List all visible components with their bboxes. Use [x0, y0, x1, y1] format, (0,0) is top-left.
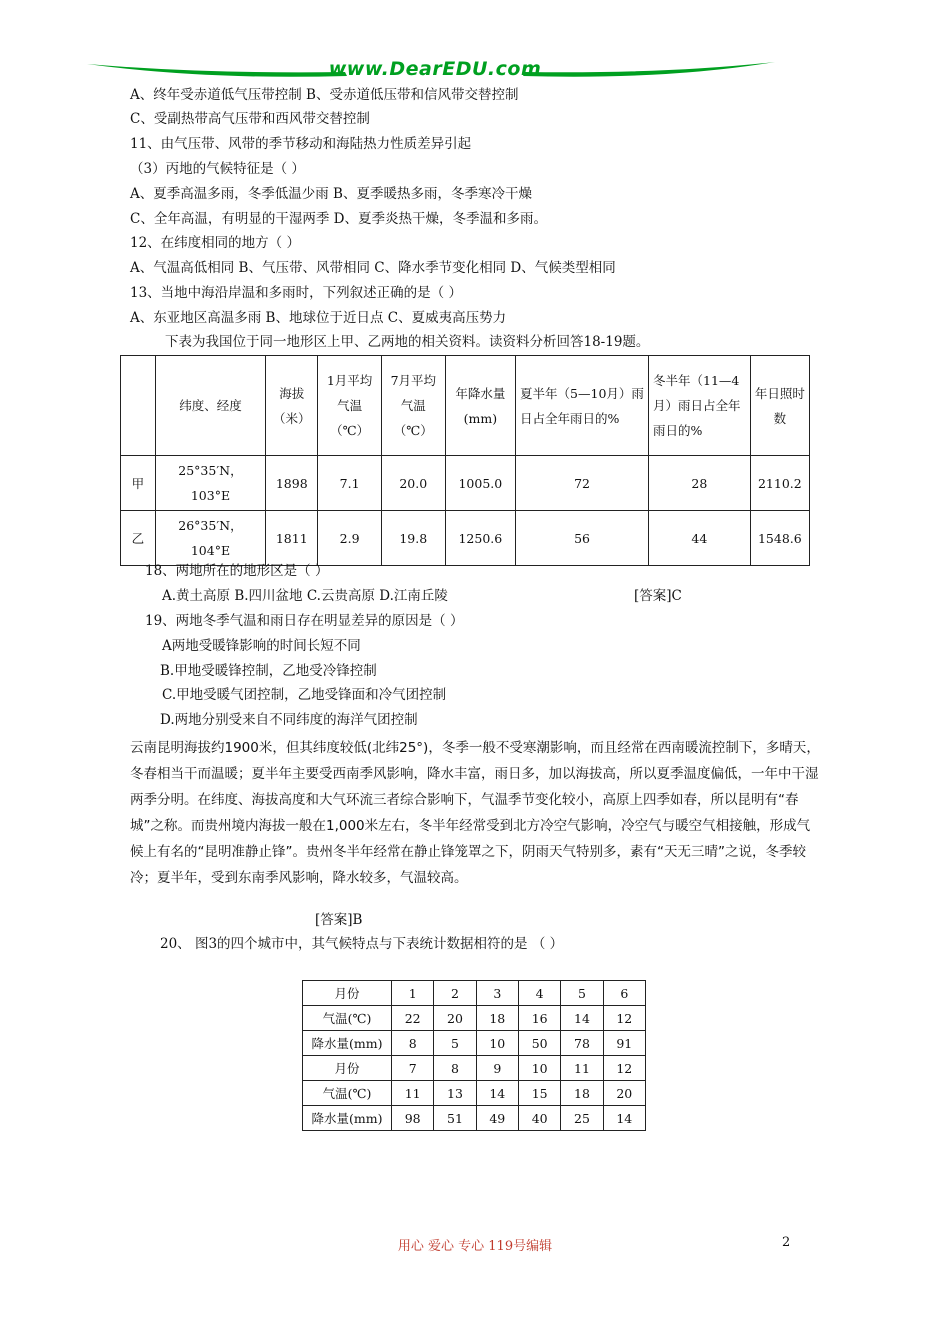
- table-cell: 14: [476, 1081, 518, 1106]
- table-cell: 8: [392, 1031, 434, 1056]
- table-cell: 18: [561, 1081, 603, 1106]
- row-label: 月份: [303, 981, 392, 1006]
- header-cell: 海拔（米）: [266, 356, 318, 456]
- header-cell: 7月平均气温（℃）: [381, 356, 445, 456]
- row-label: 甲: [121, 456, 156, 511]
- q13-options: A、东亚地区高温多雨 B、地球位于近日点 C、夏威夷高压势力: [130, 310, 507, 326]
- table-cell: 2110.2: [750, 456, 809, 511]
- q11-line: 11、由气压带、风带的季节移动和海陆热力性质差异引起: [130, 136, 472, 152]
- page-number: 2: [782, 1235, 791, 1250]
- table-cell: 1811: [266, 511, 318, 566]
- table-row: [303, 1031, 646, 1056]
- q19-option-c: C.甲地受暖气团控制，乙地受锋面和冷气团控制: [162, 687, 447, 703]
- header-cell: [121, 356, 156, 456]
- q10-option-c: C、受副热带高气压带和西风带交替控制: [130, 111, 370, 127]
- table-cell: 1548.6: [750, 511, 809, 566]
- table-cell: 3: [476, 981, 518, 1006]
- explanation-paragraph: 云南昆明海拔约1900米，但其纬度较低(北纬25°)，冬季一般不受寒潮影响，而且经常在西南暖流控制下，多晴天，冬春相当干而温暖；夏半年主要受西南季风影响，降水丰富，雨日多，加以海拔高，所以夏季温度偏低，一年中干湿两季分明。在纬度、海拔高度和大气环流三者综合影响下，气温季节变化较小，高原上四季如春，所以昆明有“春城”之称。而贵州境内海拔一般在1,000米左右，冬半年经常受到北方冷空气影响，冷空气与暖空气相接触，形成气候上有名的“昆明准静止锋”。贵州冬半年经常在静止锋笼罩之下，阴雨天气特别多，素有“天无三晴”之说，冬季较冷；夏半年，受到东南季风影响，降水较多，气温较高。: [130, 740, 820, 886]
- table-cell: 18: [476, 1006, 518, 1031]
- header-cell: 夏半年（5—10月）雨日占全年雨日的%: [516, 356, 649, 456]
- table-cell: 5: [434, 1031, 476, 1056]
- climate-data-table: [120, 355, 810, 566]
- table-cell: 49: [476, 1106, 518, 1131]
- table-intro: 下表为我国位于同一地形区上甲、乙两地的相关资料。读资料分析回答18-19题。: [165, 334, 650, 350]
- q3-options-ab: A、夏季高温多雨，冬季低温少雨 B、夏季暖热多雨，冬季寒冷干燥: [130, 186, 532, 202]
- site-header-banner: [85, 56, 785, 86]
- q12-stem: 12、在纬度相同的地方（ ）: [130, 235, 300, 251]
- q19-answer: [答案]B: [315, 912, 363, 928]
- header-cell: 冬半年（11—4月）雨日占全年雨日的%: [649, 356, 751, 456]
- table-cell: 20: [434, 1006, 476, 1031]
- q10-options-ab: A、终年受赤道低气压带控制 B、受赤道低压带和信风带交替控制: [130, 87, 519, 103]
- table-cell: 40: [518, 1106, 560, 1131]
- table-cell: 56: [516, 511, 649, 566]
- table-cell: 14: [561, 1006, 603, 1031]
- table-header-row: [121, 356, 810, 456]
- table-cell: 12: [603, 1056, 645, 1081]
- page-footer: 用心 爱心 专心 119号编辑: [397, 1239, 553, 1254]
- q19-stem: 19、两地冬季气温和雨日存在明显差异的原因是（ ）: [145, 613, 464, 629]
- table-cell: 25: [561, 1106, 603, 1131]
- table-cell: 5: [561, 981, 603, 1006]
- table-row: [303, 1006, 646, 1031]
- table-row: [121, 456, 810, 511]
- table-cell: 44: [649, 511, 751, 566]
- table-cell: 16: [518, 1006, 560, 1031]
- table-row: [121, 511, 810, 566]
- table-cell: 20.0: [381, 456, 445, 511]
- table-cell: 14: [603, 1106, 645, 1131]
- table-cell: 12: [603, 1006, 645, 1031]
- row-label: 气温(℃): [303, 1006, 392, 1031]
- q13-stem: 13、当地中海沿岸温和多雨时，下列叙述正确的是（ ）: [130, 285, 462, 301]
- table-cell: 15: [518, 1081, 560, 1106]
- row-label: 降水量(mm): [303, 1106, 392, 1131]
- table-row: [303, 1081, 646, 1106]
- table-cell: 11: [392, 1081, 434, 1106]
- table-cell: 7: [392, 1056, 434, 1081]
- q19-option-d: D.两地分别受来自不同纬度的海洋气团控制: [160, 712, 418, 728]
- table-cell: 26°35′N，104°E: [155, 511, 266, 566]
- table-cell: 51: [434, 1106, 476, 1131]
- table-cell: 1898: [266, 456, 318, 511]
- table-cell: 1: [392, 981, 434, 1006]
- table-cell: 6: [603, 981, 645, 1006]
- table-cell: 50: [518, 1031, 560, 1056]
- table-cell: 2.9: [318, 511, 382, 566]
- table-cell: 11: [561, 1056, 603, 1081]
- table-cell: 7.1: [318, 456, 382, 511]
- q18-options: A.黄土高原 B.四川盆地 C.云贵高原 D.江南丘陵: [162, 588, 448, 604]
- q20-stem: 20、 图3的四个城市中，其气候特点与下表统计数据相符的是 （ ）: [160, 936, 564, 952]
- table-row: [303, 1056, 646, 1081]
- q19-option-a: A两地受暖锋影响的时间长短不同: [162, 638, 361, 654]
- table-cell: 98: [392, 1106, 434, 1131]
- table-cell: 13: [434, 1081, 476, 1106]
- q3-options-cd: C、全年高温，有明显的干湿两季 D、夏季炎热干燥，冬季温和多雨。: [130, 211, 547, 227]
- header-cell: 年降水量(mm): [445, 356, 515, 456]
- table-cell: 20: [603, 1081, 645, 1106]
- row-label: 乙: [121, 511, 156, 566]
- table-cell: 4: [518, 981, 560, 1006]
- header-cell: 1月平均气温（℃）: [318, 356, 382, 456]
- table-cell: 9: [476, 1056, 518, 1081]
- row-label: 气温(℃): [303, 1081, 392, 1106]
- table-cell: 1250.6: [445, 511, 515, 566]
- table-cell: 8: [434, 1056, 476, 1081]
- q3-stem: （3）丙地的气候特征是（ ）: [130, 161, 305, 177]
- row-label: 月份: [303, 1056, 392, 1081]
- row-label: 降水量(mm): [303, 1031, 392, 1056]
- site-url: www.DearEDU.com: [328, 58, 542, 80]
- table-cell: 72: [516, 456, 649, 511]
- table-cell: 10: [518, 1056, 560, 1081]
- table-row: [303, 1106, 646, 1131]
- q18-stem: 18、两地所在的地形区是（ ）: [145, 563, 329, 579]
- table-cell: 10: [476, 1031, 518, 1056]
- table-cell: 25°35′N，103°E: [155, 456, 266, 511]
- table-cell: 28: [649, 456, 751, 511]
- table-row: [303, 981, 646, 1006]
- q18-answer: [答案]C: [634, 588, 682, 604]
- header-cell: 纬度、经度: [155, 356, 266, 456]
- q19-option-b: B.甲地受暖锋控制，乙地受冷锋控制: [160, 663, 377, 679]
- table-cell: 91: [603, 1031, 645, 1056]
- table-cell: 22: [392, 1006, 434, 1031]
- table-cell: 78: [561, 1031, 603, 1056]
- monthly-climate-table: [302, 980, 646, 1131]
- table-cell: 1005.0: [445, 456, 515, 511]
- header-cell: 年日照时数: [750, 356, 809, 456]
- table-cell: 2: [434, 981, 476, 1006]
- q12-options: A、气温高低相同 B、气压带、风带相同 C、降水季节变化相同 D、气候类型相同: [130, 260, 616, 276]
- table-cell: 19.8: [381, 511, 445, 566]
